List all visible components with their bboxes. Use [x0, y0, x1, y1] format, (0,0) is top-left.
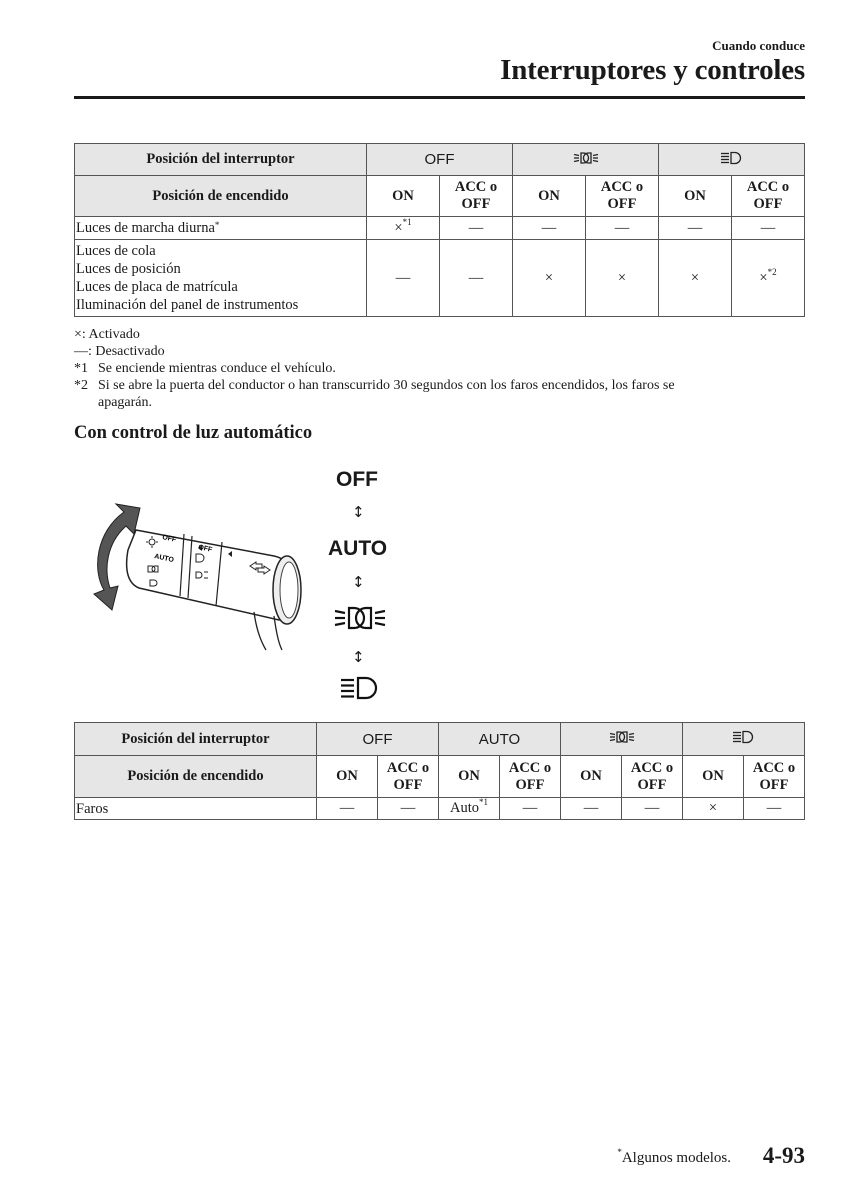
table-cell: —	[367, 240, 440, 317]
col-on: ON	[683, 756, 744, 798]
legend-activated: ×: Activado	[74, 327, 140, 342]
table-cell: ×	[659, 240, 732, 317]
row-label-daytime-lights	[75, 217, 367, 240]
switch-off-header: OFF	[317, 723, 439, 756]
footnote-text: Si se abre la puerta del conductor o han transcurrido 30 segundos con los faros encendidos, los faros se	[98, 378, 675, 393]
table-cell: —	[586, 217, 659, 240]
acc-line1: ACC o	[752, 759, 796, 776]
acc-line2: OFF	[461, 196, 491, 212]
stalk-label-off: OFF	[161, 534, 177, 544]
footer-note-text: Algunos modelos.	[621, 1150, 731, 1166]
col-acc	[440, 176, 513, 217]
light-switch-lever-illustration	[84, 492, 314, 652]
table-cell: —	[744, 798, 805, 820]
switch-position-header: Posición del interruptor	[75, 144, 367, 176]
table-row	[75, 240, 805, 317]
footnote-1	[74, 360, 675, 377]
row-label-line: Luces de posición	[76, 261, 181, 277]
stalk-label-fog-off: OFF	[197, 544, 213, 554]
col-on: ON	[367, 176, 440, 217]
power-position-header: Posición de encendido	[75, 756, 317, 798]
row-label-tail-lights	[75, 240, 367, 317]
acc-line2: OFF	[393, 776, 423, 793]
col-acc	[586, 176, 659, 217]
legend-notes	[74, 326, 675, 411]
headlight-header	[683, 723, 805, 756]
page-title: Interruptores y controles	[500, 54, 805, 86]
table-cell: —	[513, 217, 586, 240]
footnote-ref: *1	[402, 216, 412, 227]
footnote-key: *1	[74, 361, 88, 376]
table-cell: —	[659, 217, 732, 240]
updown-arrow-icon: ↕	[352, 503, 365, 521]
row-label-line: Luces de placa de matrícula	[76, 279, 238, 295]
col-on: ON	[439, 756, 500, 798]
page-number: 4-93	[762, 1143, 805, 1168]
position-off: OFF	[336, 468, 378, 491]
col-on: ON	[659, 176, 732, 217]
col-acc	[622, 756, 683, 798]
stalk-label-auto: AUTO	[153, 553, 175, 565]
table-cell: —	[378, 798, 439, 820]
col-acc	[378, 756, 439, 798]
footnote-key: *2	[74, 378, 88, 393]
switch-table-2	[74, 722, 805, 820]
footnote-star: *	[617, 1147, 622, 1157]
col-acc	[500, 756, 561, 798]
updown-arrow-icon: ↕	[352, 648, 365, 666]
footnote-text: Se enciende mientras conduce el vehículo.	[98, 361, 336, 376]
table-cell: —	[622, 798, 683, 820]
table-cell: ×	[513, 240, 586, 317]
acc-line1: ACC o	[386, 759, 430, 776]
col-acc	[744, 756, 805, 798]
table-row	[75, 798, 805, 820]
acc-line2: OFF	[753, 196, 783, 212]
col-on: ON	[317, 756, 378, 798]
footnote-ref: *1	[479, 797, 488, 807]
footnote-star: *	[214, 220, 220, 230]
footnote-2	[74, 377, 675, 394]
table-cell: ×	[683, 798, 744, 820]
table-cell: —	[440, 217, 513, 240]
row-label-line: Luces de cola	[76, 243, 156, 259]
headlight-header	[659, 144, 805, 176]
acc-line2: OFF	[515, 776, 545, 793]
headlight-icon	[720, 151, 744, 169]
switch-position-header: Posición del interruptor	[75, 723, 317, 756]
table-row	[75, 217, 805, 240]
table-cell: ×	[586, 240, 659, 317]
footnote-ref: *2	[767, 266, 777, 277]
switch-table-1	[74, 143, 805, 317]
footnote-text-cont: apagarán.	[98, 395, 153, 410]
acc-line2: OFF	[607, 196, 637, 212]
parking-light-icon	[573, 151, 599, 169]
table-cell: —	[317, 798, 378, 820]
acc-line1: ACC o	[508, 759, 552, 776]
header-rule	[74, 96, 805, 99]
headlight-icon	[340, 676, 380, 705]
updown-arrow-icon: ↕	[352, 573, 365, 591]
parking-light-icon	[609, 730, 635, 748]
section-title: Con control de luz automático	[74, 423, 313, 443]
footer-note	[617, 1147, 731, 1167]
switch-auto-header: AUTO	[439, 723, 561, 756]
headlight-icon	[732, 730, 756, 748]
acc-line1: ACC o	[630, 759, 674, 776]
parking-light-header	[561, 723, 683, 756]
table-cell	[439, 798, 500, 820]
col-on: ON	[561, 756, 622, 798]
parking-light-icon	[334, 605, 386, 636]
cell-value: Auto	[450, 800, 479, 816]
parking-light-header	[513, 144, 659, 176]
table-cell	[367, 217, 440, 240]
cell-value: ×	[759, 269, 768, 286]
table-cell: —	[561, 798, 622, 820]
acc-line1: ACC o	[600, 179, 644, 195]
acc-line1: ACC o	[454, 179, 498, 195]
switch-off-header: OFF	[367, 144, 513, 176]
table-cell: —	[440, 240, 513, 317]
col-on: ON	[513, 176, 586, 217]
table-cell: —	[500, 798, 561, 820]
acc-line2: OFF	[759, 776, 789, 793]
chapter-label: Cuando conduce	[712, 38, 805, 53]
legend-deactivated: —: Desactivado	[74, 344, 165, 359]
row-label-text: Luces de marcha diurna	[76, 220, 215, 236]
cell-value: ×	[394, 219, 403, 236]
position-auto: AUTO	[328, 537, 388, 560]
power-position-header: Posición de encendido	[75, 176, 367, 217]
acc-line1: ACC o	[746, 179, 790, 195]
acc-line2: OFF	[637, 776, 667, 793]
row-label-headlights: Faros	[75, 798, 317, 820]
table-cell: —	[732, 217, 805, 240]
table-cell	[732, 240, 805, 317]
row-label-line: Iluminación del panel de instrumentos	[76, 297, 299, 313]
col-acc	[732, 176, 805, 217]
